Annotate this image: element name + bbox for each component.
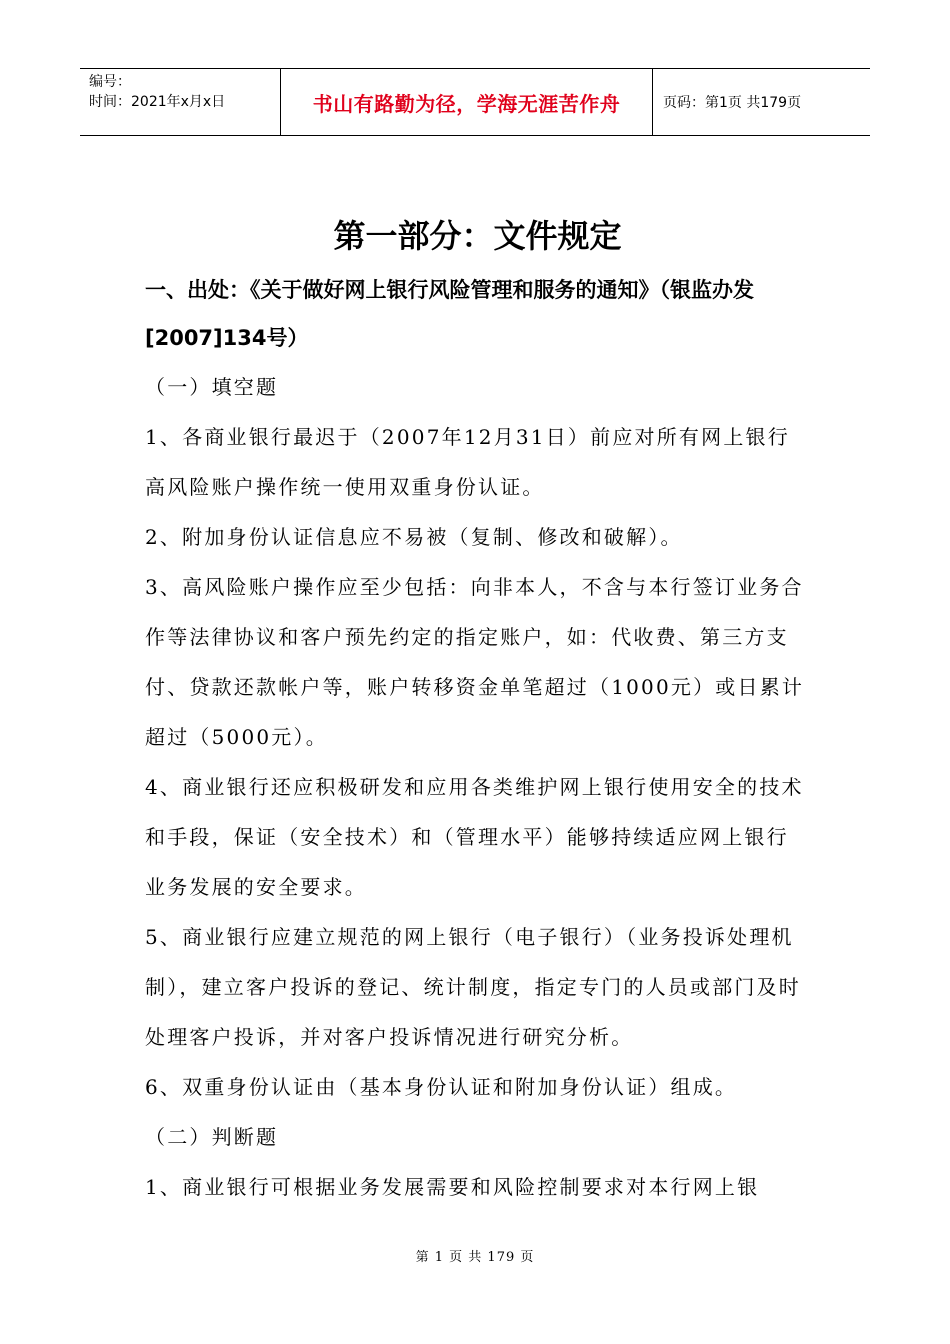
page-header [80, 68, 870, 136]
document-body [145, 210, 810, 1212]
paragraph-item-6: 6、双重身份认证由（基本身份认证和附加身份认证）组成。 [145, 1075, 738, 1099]
document-date: 时间：2021年x月x日 [89, 94, 226, 110]
header-page-info: 页码：第1页 共179页 [663, 95, 802, 111]
paragraph-item-2: 2、附加身份认证信息应不易被（复制、修改和破解）。 [145, 525, 683, 549]
header-motto: 书山有路勤为径，学海无涯苦作舟 [281, 69, 653, 135]
paragraph-tf-item-1: 1、商业银行可根据业务发展需要和风险控制要求对本行网上银 [145, 1175, 760, 1199]
paragraph-item-5: 5、商业银行应建立规范的网上银行（电子银行）（业务投诉处理机制），建立客户投诉的登记、统计制度，指定专门的人员或部门及时处理客户投诉，并对客户投诉情况进行研究分析。 [145, 925, 801, 1049]
paragraph-item-4: 4、商业银行还应积极研发和应用各类维护网上银行使用安全的技术和手段，保证（安全技术）和（管理水平）能够持续适应网上银行业务发展的安全要求。 [145, 775, 804, 899]
page-footer-number: 第 1 页 共 179 页 [415, 1250, 535, 1265]
document-title: 第一部分：文件规定 [333, 217, 622, 255]
paragraph-fill-blank-heading: （一）填空题 [145, 375, 279, 399]
paragraph-item-3: 3、高风险账户操作应至少包括：向非本人，不含与本行签订业务合作等法律协议和客户预先约定的指定账户，如：代收费、第三方支付、贷款还款帐户等，账户转移资金单笔超过（1000元）或日累计超过（5000元）。 [145, 575, 805, 749]
section-heading: 一、出处：《关于做好网上银行风险管理和服务的通知》（银监办发[2007]134号） [145, 278, 754, 350]
paragraph-item-1: 1、各商业银行最迟于（2007年12月31日）前应对所有网上银行高风险账户操作统一使用双重身份认证。 [145, 425, 790, 499]
document-number-label: 编号： [89, 74, 131, 90]
header-meta [80, 69, 281, 135]
paragraph-true-false-heading: （二）判断题 [145, 1125, 279, 1149]
